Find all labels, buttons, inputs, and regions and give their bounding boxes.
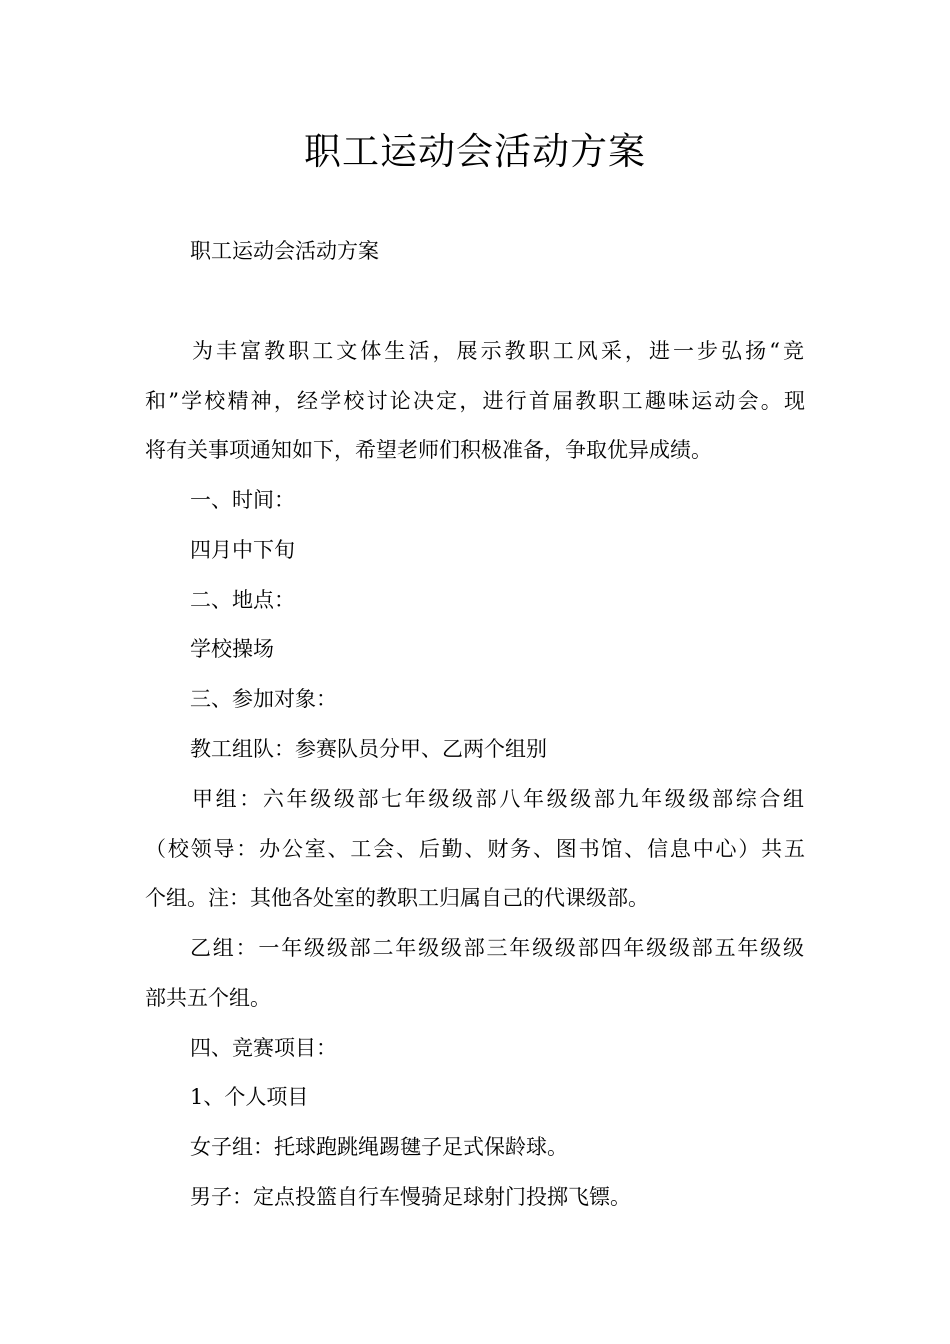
intro-line-1: 为丰富教职工文体生活，展示教职工风采，进一步弘扬“竞 <box>192 339 804 363</box>
section-place-heading: 二、地点： <box>190 588 295 612</box>
intro-line-3: 将有关事项通知如下，希望老师们积极准备，争取优异成绩。 <box>145 438 712 462</box>
group-a-line-3: 个组。注：其他各处室的教职工归属自己的代课级部。 <box>145 886 649 910</box>
document-title: 职工运动会活动方案 <box>304 130 646 173</box>
group-a-line-1: 甲组：六年级级部七年级级部八年级级部九年级级部综合组 <box>192 787 804 811</box>
document-subtitle: 职工运动会活动方案 <box>190 239 379 263</box>
participants-teams: 教工组队：参赛队员分甲、乙两个组别 <box>190 737 547 761</box>
section-time-value: 四月中下旬 <box>190 538 295 562</box>
events-men: 男子：定点投篮自行车慢骑足球射门投掷飞镖。 <box>190 1185 631 1209</box>
section-time-heading: 一、时间： <box>190 488 295 512</box>
section-place-value: 学校操场 <box>190 637 274 661</box>
group-b-line-2: 部共五个组。 <box>145 986 271 1010</box>
group-b-line-1: 乙组：一年级级部二年级级部三年级级部四年级级部五年级级 <box>190 936 804 960</box>
intro-line-2: 和”学校精神，经学校讨论决定，进行首届教职工趣味运动会。现 <box>145 389 805 413</box>
events-women: 女子组：托球跑跳绳踢毽子足式保龄球。 <box>190 1135 568 1159</box>
events-individual-heading: 1、个人项目 <box>190 1085 309 1109</box>
section-participants-heading: 三、参加对象： <box>190 687 337 711</box>
section-events-heading: 四、竞赛项目： <box>190 1036 337 1060</box>
group-a-line-2: （校领导：办公室、工会、后勤、财务、图书馆、信息中心）共五 <box>145 837 805 861</box>
